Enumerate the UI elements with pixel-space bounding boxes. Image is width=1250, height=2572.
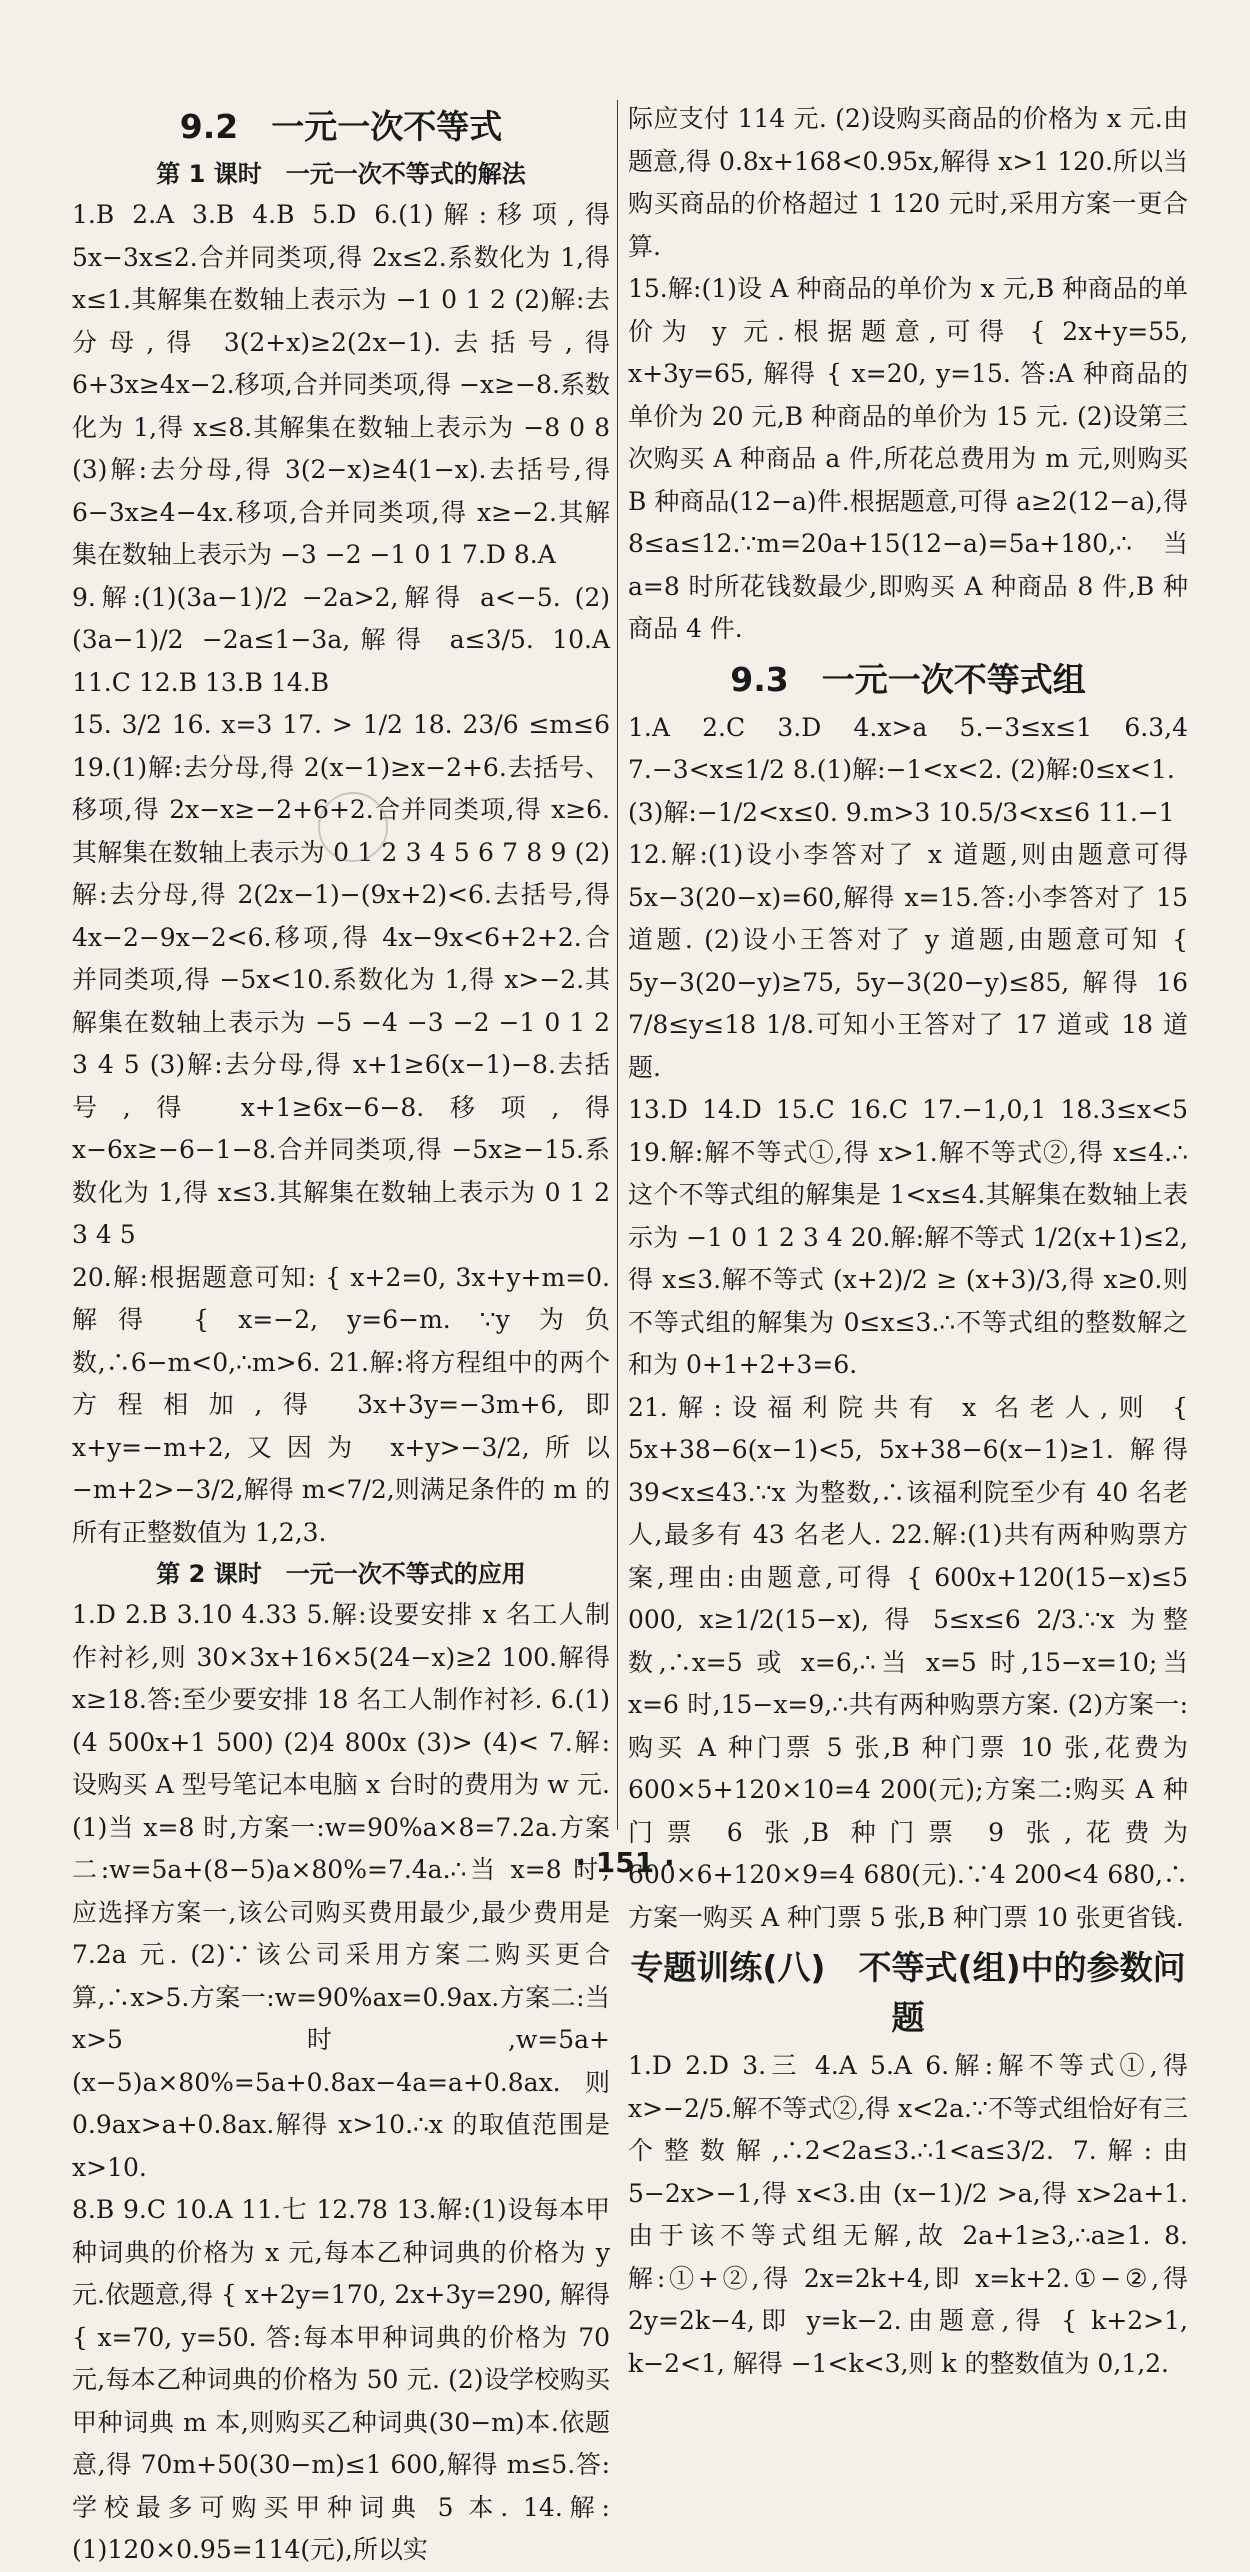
right-column	[628, 98, 1188, 2385]
lesson2-title: 第 2 课时 一元一次不等式的应用	[156, 1560, 526, 1588]
section2-paragraph: 12.解:(1)设小李答对了 x 道题,则由题意可得 5x−3(20−x)=60,解得 x=15.答:小李答对了 15 道题. (2)设小王答对了 y 道题,由题意可知 { 5y−3(20−y)≥75, 5y−3(20−y)≤85, 解得 16 7/8≤y≤18 1/8.可知小王答对了 17 道或 18 道题.	[628, 840, 1188, 1082]
section2-paragraph: 21.解:设福利院共有 x 名老人,则 { 5x+38−6(x−1)<5, 5x+38−6(x−1)≥1. 解得 39<x≤43.∵x 为整数,∴该福利院至少有 40 名老人,最多有 43 名老人. 22.解:(1)共有两种购票方案,理由:由题意,可得 { 600x+120(15−x)≤5 000, x≥1/2(15−x), 得 5≤x≤6 2/3.∵x 为整数,∴x=5 或 x=6,∴当 x=5 时,15−x=10;当 x=6 时,15−x=9,∴共有两种购票方案. (2)方案一:购买 A 种门票 5 张,B 种门票 10 张,花费为 600×5+120×10=4 200(元);方案二:购买 A 种门票 6 张,B 种门票 9 张,花费为 600×6+120×9=4 680(元).∵4 200<4 680,∴方案一购买 A 种门票 5 张,B 种门票 10 张更省钱.	[628, 1392, 1188, 1932]
lesson1-paragraph: 15. 3/2 16. x=3 17. > 1/2 18. 23/6 ≤m≤6 19.(1)解:去分母,得 2(x−1)≥x−2+6.去括号、移项,得 2x−x≥−2+6+2.合并同类项,得 x≥6.其解集在数轴上表示为 0 1 2 3 4 5 6 7 8 9 (2)解:去分母,得 2(2x−1)−(9x+2)<6.去括号,得 4x−2−9x−2<6.移项,得 4x−9x<6+2+2.合并同类项,得 −5x<10.系数化为 1,得 x>−2.其解集在数轴上表示为 −5 −4 −3 −2 −1 0 1 2 3 4 5 (3)解:去分母,得 x+1≥6(x−1)−8.去括号,得 x+1≥6x−6−8.移项,得 x−6x≥−6−1−8.合并同类项,得 −5x≥−15.系数化为 1,得 x≤3.其解集在数轴上表示为 0 1 2 3 4 5	[72, 710, 610, 1249]
section-title-9-2: 9.2 一元一次不等式	[179, 107, 503, 146]
lesson1-title: 第 1 课时 一元一次不等式的解法	[156, 160, 526, 188]
lesson2-paragraph: 1.D 2.B 3.10 4.33 5.解:设要安排 x 名工人制作衬衫,则 30×3x+16×5(24−x)≥2 100.解得 x≥18.答:至少要安排 18 名工人制作衬衫. 6.(1)(4 500x+1 500) (2)4 800x (3)> (4)< 7.解:设购买 A 型号笔记本电脑 x 台时的费用为 w 元.(1)当 x=8 时,方案一:w=90%a×8=7.2a.方案二:w=5a+(8−5)a×80%=7.4a.∴当 x=8 时,应选择方案一,该公司购买费用最少,最少费用是 7.2a 元. (2)∵该公司采用方案二购买更合算,∴x>5.方案一:w=90%ax=0.9ax.方案二:当 x>5 时,w=5a+(x−5)a×80%=5a+0.8ax−4a=a+0.8ax.则 0.9ax>a+0.8ax.解得 x>10.∴x 的取值范围是 x>10.	[72, 1600, 610, 2182]
section2-paragraph: (3)解:−1/2<x≤0. 9.m>3 10.5/3<x≤6 11.−1	[628, 797, 1175, 827]
lesson2-paragraph: 8.B 9.C 10.A 11.七 12.78 13.解:(1)设每本甲种词典的价格为 x 元,每本乙种词典的价格为 y 元.依题意,得 { x+2y=170, 2x+3y=290, 解得 { x=70, y=50. 答:每本甲种词典的价格为 70 元,每本乙种词典的价格为 50 元. (2)设学校购买甲种词典 m 本,则购买乙种词典(30−m)本.依题意,得 70m+50(30−m)≤1 600,解得 m≤5.答:学校最多可购买甲种词典 5 本. 14.解:(1)120×0.95=114(元),所以实	[72, 2195, 610, 2564]
section2-paragraph: 1.A 2.C 3.D 4.x>a 5.−3≤x≤1 6.3,4 7.−3<x≤1/2 8.(1)解:−1<x<2. (2)解:0≤x<1.	[628, 712, 1188, 784]
continuation-paragraph: 15.解:(1)设 A 种商品的单价为 x 元,B 种商品的单价为 y 元.根据题意,可得 { 2x+y=55, x+3y=65, 解得 { x=20, y=15. 答:A 种商品的单价为 20 元,B 种商品的单价为 15 元. (2)设第三次购买 A 种商品 a 件,所花总费用为 m 元,则购买 B 种商品(12−a)件.根据题意,可得 a≥2(12−a),得 8≤a≤12.∵m=20a+15(12−a)=5a+180,∴当 a=8 时所花钱数最少,即购买 A 种商品 8 件,B 种商品 4 件.	[628, 274, 1188, 643]
lesson1-paragraph: 1.B 2.A 3.B 4.B 5.D 6.(1)解:移项,得 5x−3x≤2.合并同类项,得 2x≤2.系数化为 1,得 x≤1.其解集在数轴上表示为 −1 0 1 2 (2)解:去分母,得 3(2+x)≥2(2x−1).去括号,得 6+3x≥4x−2.移项,合并同类项,得 −x≥−8.系数化为 1,得 x≤8.其解集在数轴上表示为 −8 0 8 (3)解:去分母,得 3(2−x)≥4(1−x).去括号,得 6−3x≥4−4x.移项,合并同类项,得 x≥−2.其解集在数轴上表示为 −3 −2 −1 0 1 7.D 8.A	[72, 200, 610, 569]
page-number: · 151 ·	[575, 1846, 675, 1879]
section3-paragraph: 1.D 2.D 3.三 4.A 5.A 6.解:解不等式①,得 x>−2/5.解不等式②,得 x<2a.∵不等式组恰好有三个整数解,∴2<2a≤3.∴1<a≤3/2. 7.解:由 5−2x>−1,得 x<3.由 (x−1)/2 >a,得 x>2a+1.由于该不等式组无解,故 2a+1≥3,∴a≥1. 8.解:①+②,得 2x=2k+4,即 x=k+2.①−②,得 2y=2k−4,即 y=k−2.由题意,得 { k+2>1, k−2<1, 解得 −1<k<3,则 k 的整数值为 0,1,2.	[628, 2051, 1188, 2378]
left-column	[72, 98, 610, 2572]
column-divider	[617, 100, 618, 1830]
section-title-9-3: 9.3 一元一次不等式组	[730, 659, 1086, 699]
stamp-mark	[318, 792, 388, 862]
continuation-paragraph: 际应支付 114 元. (2)设购买商品的价格为 x 元.由题意,得 0.8x+168<0.95x,解得 x>1 120.所以当购买商品的价格超过 1 120 元时,采用方案一更合算.	[628, 104, 1188, 261]
lesson1-paragraph: 20.解:根据题意可知: { x+2=0, 3x+y+m=0. 解得 { x=−2, y=6−m. ∵y 为负数,∴6−m<0,∴m>6. 21.解:将方程组中的两个方程相加,得 3x+3y=−3m+6,即 x+y=−m+2,又因为 x+y>−3/2,所以 −m+2>−3/2,解得 m<7/2,则满足条件的 m 的所有正整数值为 1,2,3.	[72, 1262, 610, 1547]
section-title-special-training: 专题训练(八) 不等式(组)中的参数问题	[630, 1948, 1186, 2037]
section2-paragraph: 13.D 14.D 15.C 16.C 17.−1,0,1 18.3≤x<5 19.解:解不等式①,得 x>1.解不等式②,得 x≤4.∴这个不等式组的解集是 1<x≤4.其解集在数轴上表示为 −1 0 1 2 3 4 20.解:解不等式 1/2(x+1)≤2,得 x≤3.解不等式 (x+2)/2 ≥ (x+3)/3,得 x≥0.则不等式组的解集为 0≤x≤3.∴不等式组的整数解之和为 0+1+2+3=6.	[628, 1095, 1188, 1379]
lesson1-paragraph: 9.解:(1)(3a−1)/2 −2a>2,解得 a<−5. (2)(3a−1)/2 −2a≤1−3a,解得 a≤3/5. 10.A 11.C 12.B 13.B 14.B	[72, 582, 610, 697]
